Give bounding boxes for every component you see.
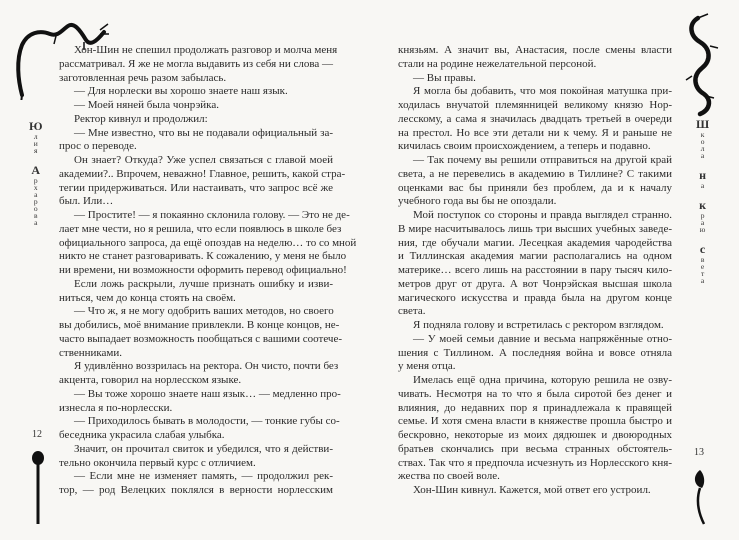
- title-letter: ю: [699, 225, 706, 234]
- text-line: Хон-Шин кивнул. Кажется, мой ответ его устроил.: [413, 484, 651, 496]
- text-line: тегии придерживаться. Или настаивать, что запрос всё же: [59, 181, 333, 194]
- title-letter: а: [34, 218, 38, 227]
- title-letter: л: [33, 132, 38, 141]
- text-line: был. Или…: [59, 195, 114, 208]
- flourish-ornament-right: [690, 468, 710, 528]
- text-line: — Вы правы.: [413, 71, 476, 84]
- title-letter: а: [34, 190, 38, 199]
- title-letter: н: [699, 168, 707, 182]
- right-page-text: [398, 44, 672, 498]
- text-line: — Мне известно, что вы не подавали официальный за-: [74, 126, 333, 139]
- text-line: жества по своей воле.: [398, 470, 500, 483]
- text-line: официального запроса, да ещё опоздав на неделю… то со мной: [59, 236, 357, 249]
- text-line: материке… всего лишь на расстоянии в пару тысяч кило-: [398, 264, 672, 276]
- text-line: братьев скончались при весьма странных обстоятель-: [398, 442, 672, 455]
- text-line: академии?.. Впрочем, неважно! Главное, решить, какой стра-: [59, 167, 346, 180]
- title-letter: к: [699, 198, 707, 212]
- title-letter: а: [700, 218, 705, 227]
- title-letter: Ю: [29, 119, 43, 133]
- text-line: — У моей семьи давние и весьма напряжённые отно-: [413, 332, 672, 345]
- text-line: шения с Тиллином. А последняя война и вовсе отняла: [398, 346, 672, 359]
- flourish-ornament-left: [28, 448, 48, 528]
- text-line: — Что ж, я не могу одобрить ваших методов, но своего: [74, 305, 334, 318]
- text-line: Я удивлённо воззрилась на ректора. Он чисто, почти без: [74, 360, 339, 373]
- text-line: ствах. Так что я предпочла исчезнуть из Норлесского кня-: [398, 456, 672, 469]
- text-line: князьям. А значит вы, Анастасия, после смены власти: [398, 44, 672, 56]
- text-line: рассматривал. Я же не могла выдавить из себя ни слова —: [59, 57, 334, 70]
- text-line: Имелась ещё одна причина, которую решила не озву-: [413, 374, 672, 386]
- text-line: лесскому, а сама я значилась двадцать третьей в очереди: [398, 112, 672, 125]
- text-line: света, а не перевелись в академию в Тиллине? С такими: [398, 167, 672, 180]
- title-letter: а: [700, 151, 705, 160]
- title-letter: А: [31, 163, 41, 177]
- text-line: — Приходилось бывать в молодости, — тонкие губы со-: [74, 415, 340, 428]
- text-line: часто выпадает возможность пообщаться с вашими соотече-: [59, 332, 343, 345]
- title-letter: р: [700, 211, 705, 220]
- text-line: никто не станет разговаривать. К сожалению, у меня не было: [59, 250, 347, 263]
- text-line: Он знает? Откуда? Уже успел связаться с главой моей: [74, 154, 333, 166]
- text-line: чивать. Несмотря на то что я была сиротой без денег и: [398, 387, 672, 400]
- title-letter: р: [33, 176, 38, 185]
- text-line: вы добились, моё внимание привлекли. В конце концов, не-: [59, 319, 340, 331]
- text-line: — Вы тоже хорошо знаете наш язык… — медленно про-: [74, 387, 341, 400]
- text-line: стали на родине нежелательной персоной.: [398, 57, 597, 70]
- text-line: семье. И хотя смена власти в княжестве прошла быстро и: [398, 415, 672, 428]
- text-line: — Если мне не изменяет память, — продолжил рек-: [74, 470, 333, 483]
- title-letter: с: [699, 242, 706, 256]
- text-line: акцента, говорил на норлесском языке.: [59, 374, 242, 386]
- title-letter: о: [700, 137, 705, 146]
- title-letter: я: [34, 146, 38, 155]
- title-letter: о: [33, 204, 38, 213]
- text-line: Ректор кивнул и продолжил:: [74, 112, 208, 125]
- text-line: изнесла я по-норлесски.: [59, 401, 173, 414]
- text-line: тор, — род Велецких поклялся в верности норлесским: [59, 484, 333, 496]
- text-line: лает мне чести, но я решила, что если появлюсь в школе без: [59, 222, 342, 235]
- text-line: ходилась внучатой племянницей великому князю Нор-: [398, 99, 672, 111]
- text-line: метров друг от друга. А вот Чонрэйская высшая школа: [398, 277, 672, 290]
- text-line: Мой поступок со стороны и правда выглядел странно.: [413, 209, 672, 221]
- text-line: бескровно, некоторые из моих дядюшек и двоюродных: [398, 429, 672, 441]
- title-letter: в: [700, 255, 705, 264]
- title-letter: е: [700, 262, 705, 271]
- title-letter: в: [33, 211, 38, 220]
- text-line: заготовленная речь разом забылась.: [59, 71, 227, 84]
- text-line: света.: [398, 305, 426, 318]
- title-letter: л: [700, 144, 705, 153]
- text-line: тельно окончила первый курс с отличием.: [59, 456, 256, 469]
- text-line: В мире насчитывалось лишь три высших учебных заведе-: [398, 222, 672, 235]
- text-line: Значит, он прочитал свиток и убедился, что я действи-: [74, 442, 333, 455]
- text-line: Я подняла голову и встретилась с ректором взглядом.: [413, 319, 664, 331]
- dragon-ornament-right: [680, 10, 730, 120]
- text-line: — Для норлески вы хорошо знаете наш язык.: [74, 85, 288, 98]
- text-line: беседника украсила слабая улыбка.: [59, 429, 225, 441]
- text-line: прос о переводе.: [59, 140, 137, 153]
- left-page-text: [59, 44, 357, 498]
- text-line: ственниками.: [59, 346, 123, 359]
- text-line: ни времени, ни возможности оформить перевод официально!: [59, 264, 347, 276]
- book-title-vertical: [696, 118, 709, 284]
- text-line: ниться, чем до конца стоять на своём.: [59, 291, 236, 304]
- text-line: — Так почему вы решили отправиться на другой край: [413, 154, 672, 166]
- author-name-vertical: [29, 120, 43, 226]
- text-line: учебного года вы бы не опоздали.: [398, 195, 557, 208]
- page-number-left: 12: [32, 429, 42, 440]
- text-line: влияния, до недавних пор я принадлежала к правящей: [398, 401, 672, 414]
- text-line: магического искусства и правда была на другом конце: [398, 291, 672, 304]
- text-line: Хон-Шин не спешил продолжать разговор и молча меня: [74, 44, 338, 56]
- text-line: — Простите! — я покаянно склонила голову. — Это не де-: [74, 209, 350, 221]
- text-line: у меня отца.: [398, 360, 456, 373]
- title-letter: р: [33, 197, 38, 206]
- text-line: Я могла бы добавить, что моя покойная матушка при-: [413, 85, 672, 98]
- title-letter: а: [700, 276, 705, 285]
- text-line: ния, где обучали магии. Лесецкая академия чародейства: [398, 236, 672, 249]
- text-line: — Моей няней была чонрэйка.: [74, 99, 219, 111]
- title-letter: Ш: [696, 117, 710, 131]
- title-letter: к: [700, 130, 705, 139]
- title-letter: и: [33, 139, 38, 148]
- title-letter: а: [700, 181, 705, 190]
- text-line: кичилась своим происхождением, а теперь и подавно.: [398, 140, 651, 153]
- title-letter: т: [700, 269, 705, 278]
- title-letter: х: [33, 183, 38, 192]
- text-line: Если ложь раскрыли, лучше признать ошибку и изви-: [74, 277, 333, 290]
- text-line: на престол. Но все эти детали ни к чему. Я и раньше не: [398, 126, 672, 139]
- text-line: и Тиллинская академия магии располагались на одном: [398, 250, 672, 263]
- text-line: оценками вас бы приняли без проблем, да и к началу: [398, 181, 672, 194]
- page-number-right: 13: [694, 447, 704, 458]
